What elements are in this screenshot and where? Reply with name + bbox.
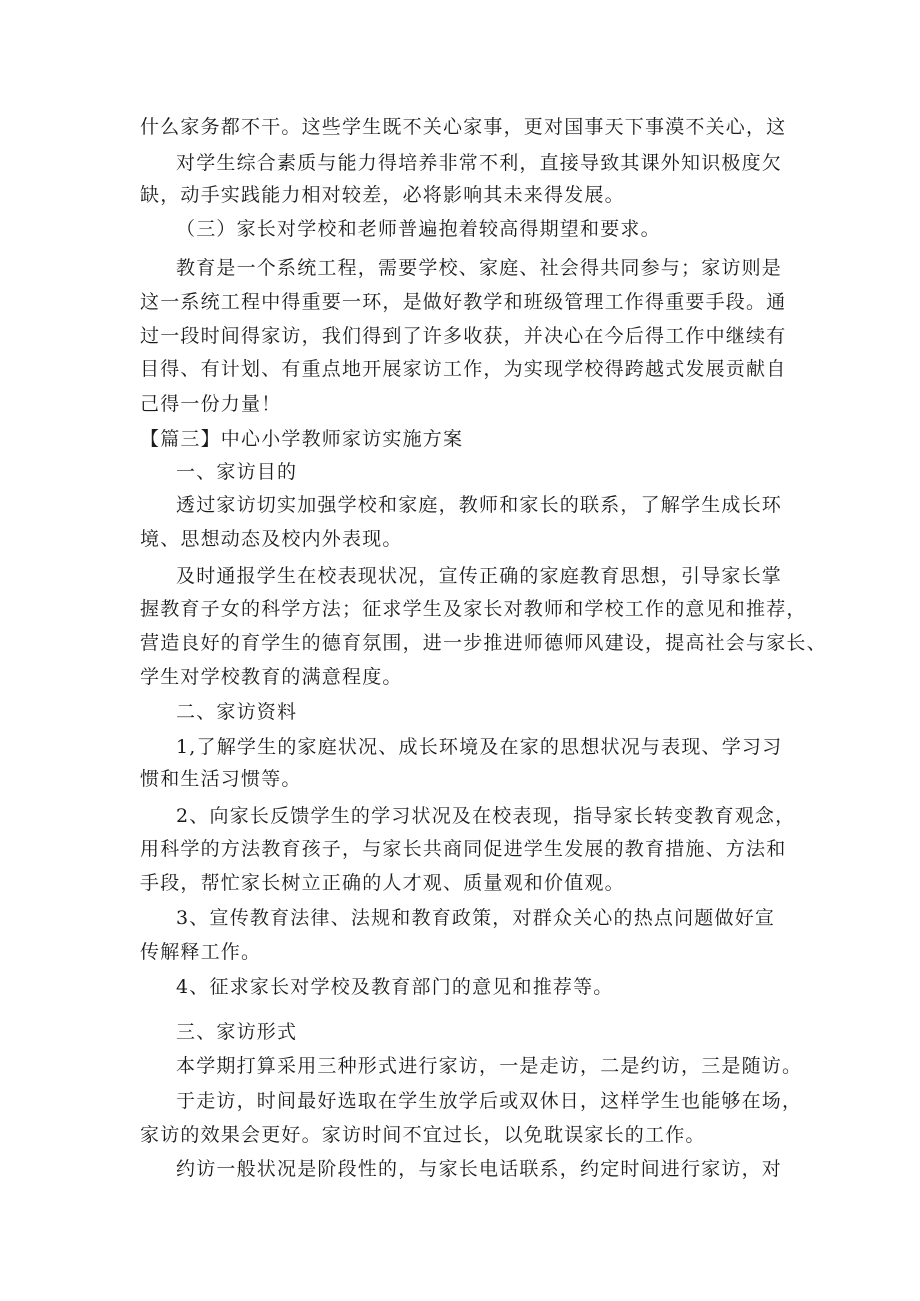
text-line: 透过家访切实加强学校和家庭，教师和家长的联系，了解学生成长环	[176, 494, 783, 516]
text-line: 境、思想动态及校内外表现。	[140, 528, 403, 550]
text-line: 用科学的方法教育孩子，与家长共商同促进学生发展的教育措施、方法和	[140, 838, 787, 860]
text-line: 目得、有计划、有重点地开展家访工作，为实现学校得跨越式发展贡献自	[140, 358, 787, 380]
text-line: 约访一般状况是阶段性的，与家长电话联系，约定时间进行家访，对	[176, 1158, 783, 1180]
text-line: 本学期打算采用三种形式进行家访，一是走访，二是约访，三是随访。	[176, 1055, 803, 1077]
section-heading: 一、家访目的	[176, 461, 298, 483]
text-line: 4、征求家长对学校及教育部门的意见和推荐等。	[176, 976, 614, 998]
text-line: 这一系统工程中得重要一环，是做好教学和班级管理工作得重要手段。通	[140, 291, 787, 313]
text-line: 及时通报学生在校表现状况，宣传正确的家庭教育思想，引导家长掌	[176, 565, 783, 587]
article-title: 【篇三】中心小学教师家访实施方案	[140, 428, 464, 450]
text-line: 什么家务都不干。这些学生既不关心家事，更对国事天下事漠不关心，这	[140, 116, 787, 138]
text-line: 传解释工作。	[140, 941, 262, 963]
text-line: 教育是一个系统工程，需要学校、家庭、社会得共同参与；家访则是	[176, 257, 783, 279]
text-line: 缺，动手实践能力相对较差，必将影响其未来得发展。	[140, 184, 625, 206]
text-line: 手段，帮忙家长树立正确的人才观、质量观和价值观。	[140, 872, 625, 894]
text-line: 己得一份力量！	[140, 393, 282, 415]
text-line: 营造良好的育学生的德育氛围，进一步推进师德师风建设，提高社会与家长、	[140, 632, 827, 654]
section-heading: 二、家访资料	[176, 701, 298, 723]
text-line: 学生对学校教育的满意程度。	[140, 666, 403, 688]
text-line: 1,了解学生的家庭状况、成长环境及在家的思想状况与表现、学习习	[176, 736, 783, 758]
section-heading: 三、家访形式	[176, 1021, 298, 1043]
text-line: 对学生综合素质与能力得培养非常不利，直接导致其课外知识极度欠	[176, 152, 783, 174]
text-line: 惯和生活习惯等。	[140, 768, 302, 790]
text-line: 握教育子女的科学方法；征求学生及家长对教师和学校工作的意见和推荐，	[140, 598, 807, 620]
section-heading: （三）家长对学校和老师普遍抱着较高得期望和要求。	[176, 218, 661, 240]
text-line: 家访的效果会更好。家访时间不宜过长，以免耽误家长的工作。	[140, 1124, 706, 1146]
text-line: 2、向家长反馈学生的学习状况及在校表现，指导家长转变教育观念，	[176, 805, 796, 827]
text-line: 过一段时间得家访，我们得到了许多收获，并决心在今后得工作中继续有	[140, 325, 787, 347]
text-line: 3、宣传教育法律、法规和教育政策，对群众关心的热点问题做好宣	[176, 907, 776, 929]
text-line: 于走访，时间最好选取在学生放学后或双休日，这样学生也能够在场，	[176, 1090, 803, 1112]
